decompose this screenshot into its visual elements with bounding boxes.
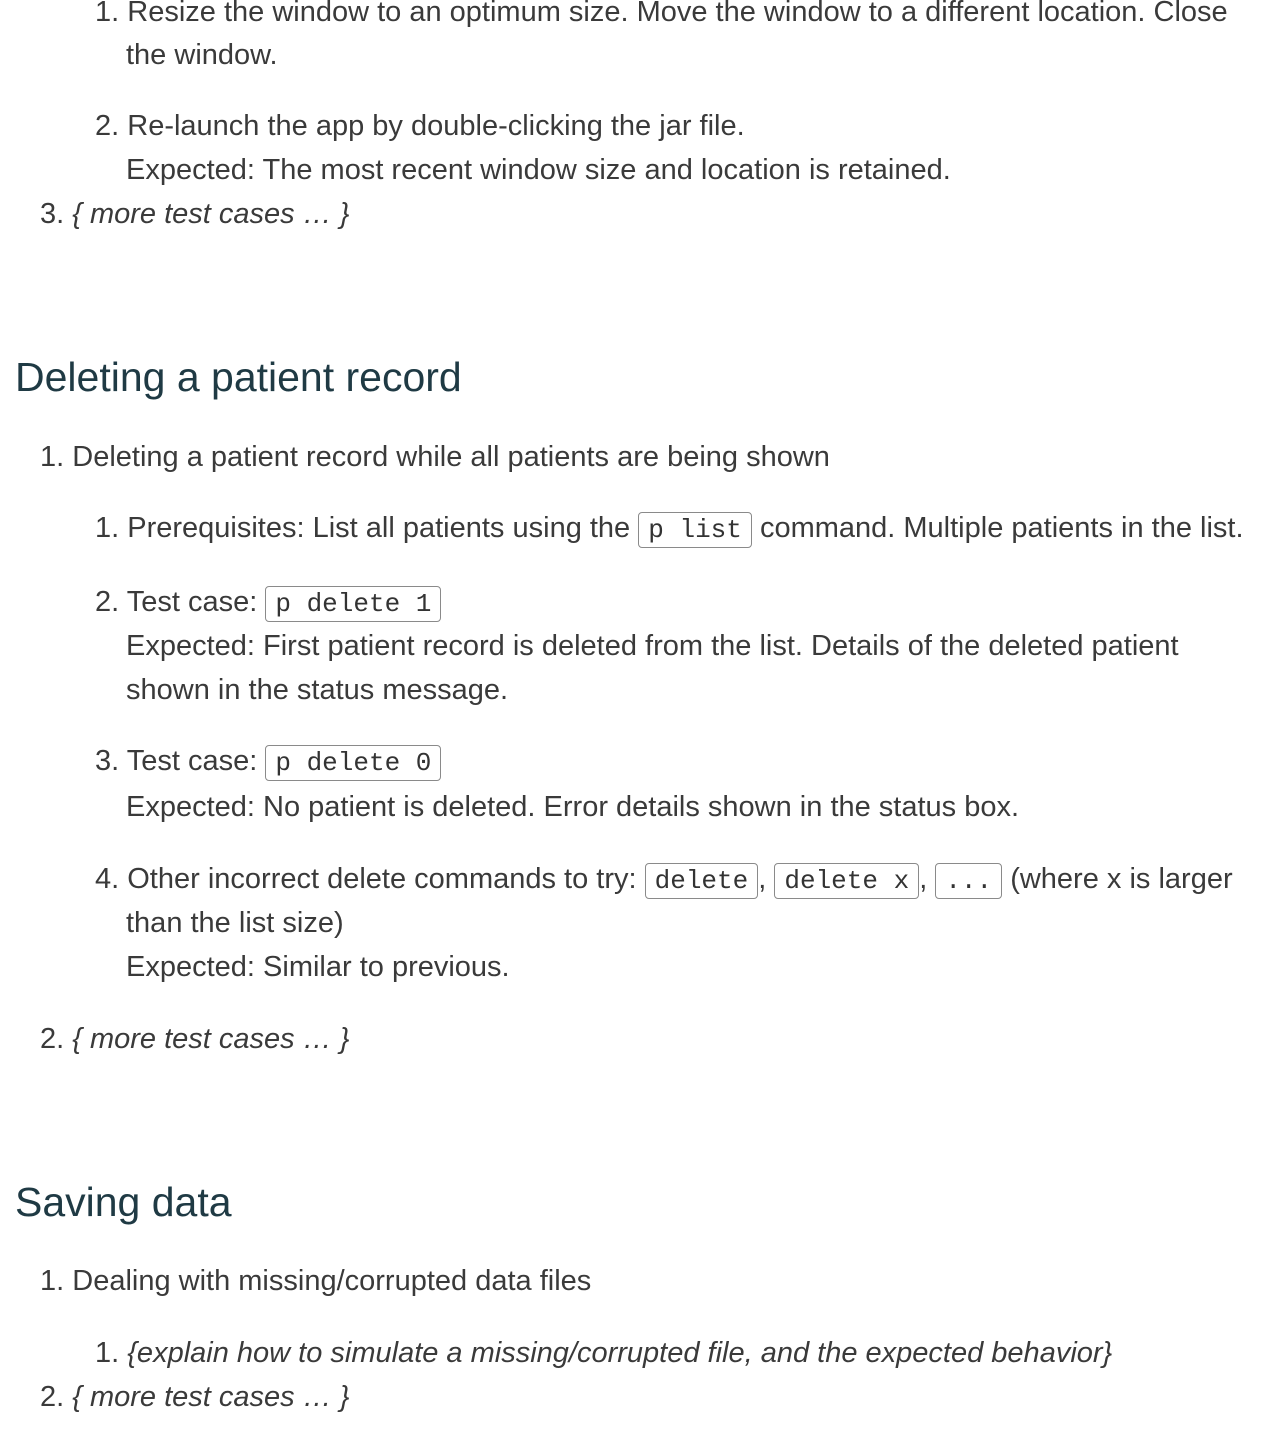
inline-code: p list <box>638 512 752 548</box>
delete-sub-2-expected: Expected: First patient record is deleted from the list. Details of the deleted patient <box>126 630 1179 662</box>
more-text: { more test cases … } <box>72 198 350 230</box>
delete-more <box>40 1017 349 1061</box>
inline-code: p delete 0 <box>265 745 441 781</box>
intro-step-2 <box>95 104 745 148</box>
sub-text: Prerequisites: List all patients using the <box>127 512 631 544</box>
section-heading-delete: Deleting a patient record <box>15 354 462 400</box>
inline-code: delete <box>645 863 759 899</box>
section-heading-saving: Saving data <box>15 1179 232 1225</box>
intro-more <box>40 192 349 236</box>
sub-text: Test case: <box>126 586 258 618</box>
delete-sub-4-cont: than the list size) <box>126 907 344 939</box>
sub-text: Other incorrect delete commands to try: <box>127 863 637 895</box>
list-number: 1. <box>95 0 120 28</box>
list-number: 1. <box>95 1337 120 1369</box>
separator: , <box>919 863 928 895</box>
inline-code: ... <box>935 863 1002 899</box>
list-number: 4. <box>95 863 120 895</box>
sub-text: command. Multiple patients in the list. <box>759 512 1244 544</box>
separator: , <box>758 863 767 895</box>
more-text: { more test cases … } <box>72 1023 350 1055</box>
sub-text: (where x is larger <box>1010 863 1233 895</box>
save-sub-1 <box>95 1331 1112 1375</box>
item-text: Dealing with missing/corrupted data files <box>72 1265 592 1297</box>
inline-code: delete x <box>774 863 919 899</box>
intro-step-1-cont: the window. <box>126 39 278 71</box>
sub-text: {explain how to simulate a missing/corrupted file, and the expected behavior} <box>127 1337 1113 1369</box>
delete-sub-4 <box>95 857 1233 903</box>
list-number: 2. <box>40 1023 65 1055</box>
intro-step-2-expected: Expected: The most recent window size and location is retained. <box>126 154 951 186</box>
intro-step-1 <box>95 0 1228 34</box>
list-number: 2. <box>95 110 120 142</box>
list-number: 3. <box>40 198 65 230</box>
more-text: { more test cases … } <box>72 1381 350 1413</box>
sub-text: Test case: <box>126 745 258 777</box>
step-text: Re-launch the app by double-clicking the jar file. <box>127 110 745 142</box>
list-number: 3. <box>95 745 120 777</box>
step-text: Resize the window to an optimum size. Move the window to a different location. Close <box>127 0 1228 28</box>
list-number: 1. <box>95 512 120 544</box>
delete-sub-2 <box>95 580 441 626</box>
delete-sub-3 <box>95 739 441 785</box>
save-more <box>40 1375 349 1419</box>
delete-item-1 <box>40 435 830 479</box>
delete-sub-3-expected: Expected: No patient is deleted. Error details shown in the status box. <box>126 791 1020 823</box>
list-number: 2. <box>95 586 120 618</box>
delete-sub-2-expected-cont: shown in the status message. <box>126 674 509 706</box>
save-item-1 <box>40 1259 591 1303</box>
list-number: 1. <box>40 441 65 473</box>
delete-sub-4-expected: Expected: Similar to previous. <box>126 951 510 983</box>
inline-code: p delete 1 <box>265 586 441 622</box>
delete-sub-1 <box>95 506 1244 552</box>
item-text: Deleting a patient record while all patients are being shown <box>72 441 830 473</box>
list-number: 1. <box>40 1265 65 1297</box>
list-number: 2. <box>40 1381 65 1413</box>
